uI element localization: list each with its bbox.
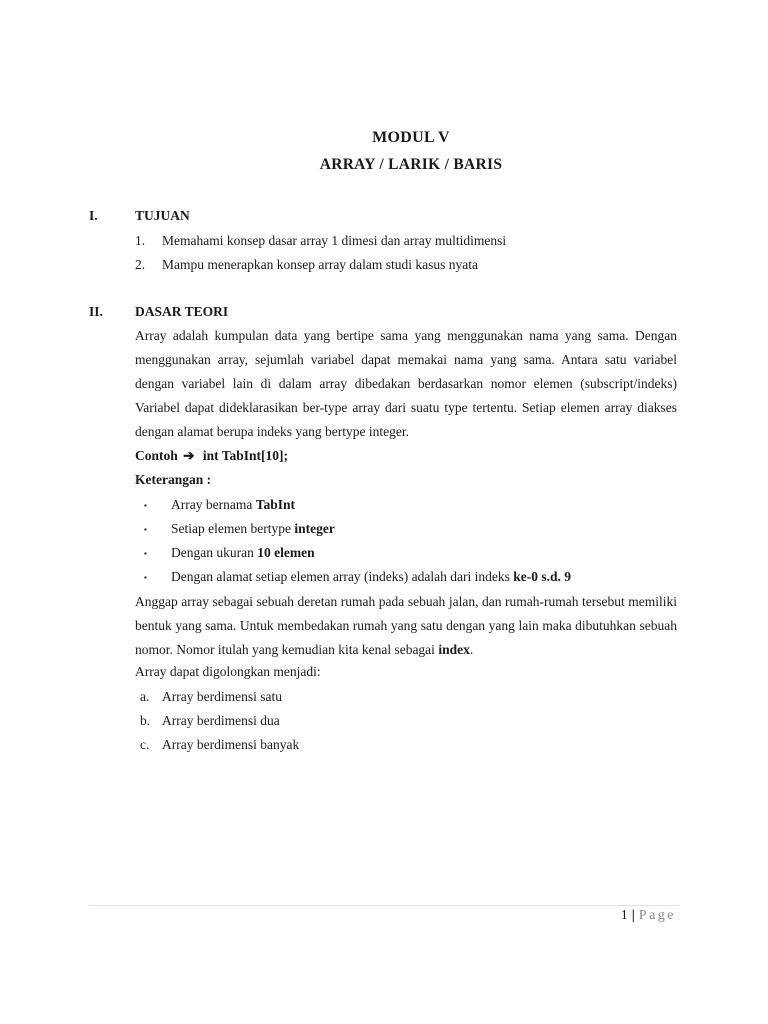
footer-divider: [89, 905, 679, 906]
section-number-tujuan: I.: [89, 208, 98, 223]
bullet-text: Dengan ukuran 10 elemen: [171, 545, 315, 560]
bullet-icon: ▪: [144, 549, 147, 558]
page-title: MODUL V: [372, 129, 450, 146]
page-subtitle: ARRAY / LARIK / BARIS: [319, 156, 503, 173]
list-text: Array berdimensi satu: [162, 689, 282, 704]
contoh-line: [135, 448, 288, 464]
list-number: 2.: [135, 257, 146, 272]
paragraph-definition: [135, 324, 677, 444]
arrow-right-icon: ➔: [183, 448, 195, 463]
list-number: 1.: [135, 233, 146, 248]
list-text: Array berdimensi dua: [162, 713, 280, 728]
page-footer: [621, 908, 676, 924]
list-text: Memahami konsep dasar array 1 dimesi dan array multidimensi: [162, 233, 507, 248]
bullet-text: Array bernama TabInt: [171, 497, 295, 512]
bullet-icon: ▪: [144, 501, 147, 510]
section-heading-tujuan: TUJUAN: [135, 208, 190, 223]
keterangan-label: Keterangan :: [135, 472, 212, 487]
paragraph-analogy: [135, 590, 677, 662]
golongan-intro: Array dapat digolongkan menjadi:: [135, 664, 321, 679]
bullet-icon: ▪: [144, 573, 147, 582]
list-letter: b.: [140, 713, 151, 728]
list-letter: c.: [140, 737, 150, 752]
bullet-text: Dengan alamat setiap elemen array (indeks) adalah dari indeks ke-0 s.d. 9: [171, 569, 571, 584]
footer-separator: |: [631, 908, 635, 923]
page-label: Page: [638, 908, 676, 923]
paragraph-text: Anggap array sebagai sebuah deretan rumah pada sebuah jalan, dan rumah-rumah tersebut memiliki bentuk yang sama. Untuk membedakan rumah yang satu dengan yang lain maka dibutuhkan sebuah nomor. Nomor itulah yang kemudian kita kenal sebagai index.: [135, 594, 677, 657]
page-number: 1: [620, 908, 628, 923]
bullet-icon: ▪: [144, 525, 147, 534]
contoh-label: Contoh: [135, 448, 178, 463]
contoh-code: int TabInt[10];: [202, 448, 288, 463]
list-text: Array berdimensi banyak: [162, 737, 300, 752]
paragraph-text: Array adalah kumpulan data yang bertipe sama yang menggunakan nama yang sama. Dengan menggunakan array, sejumlah variabel dapat memakai nama yang sama. Antara satu variabel dengan variabel lain di dalam array dibedakan berdasarkan nomor elemen (subscript/indeks) Variabel dapat dideklarasikan ber-type array dari suatu type tertentu. Setiap elemen array diakses dengan alamat berupa indeks yang bertype integer.: [135, 328, 677, 439]
list-letter: a.: [140, 689, 150, 704]
section-heading-dasar-teori: DASAR TEORI: [135, 304, 229, 319]
section-number-dasar-teori: II.: [89, 304, 103, 319]
list-text: Mampu menerapkan konsep array dalam studi kasus nyata: [162, 257, 479, 272]
bullet-text: Setiap elemen bertype integer: [171, 521, 335, 536]
